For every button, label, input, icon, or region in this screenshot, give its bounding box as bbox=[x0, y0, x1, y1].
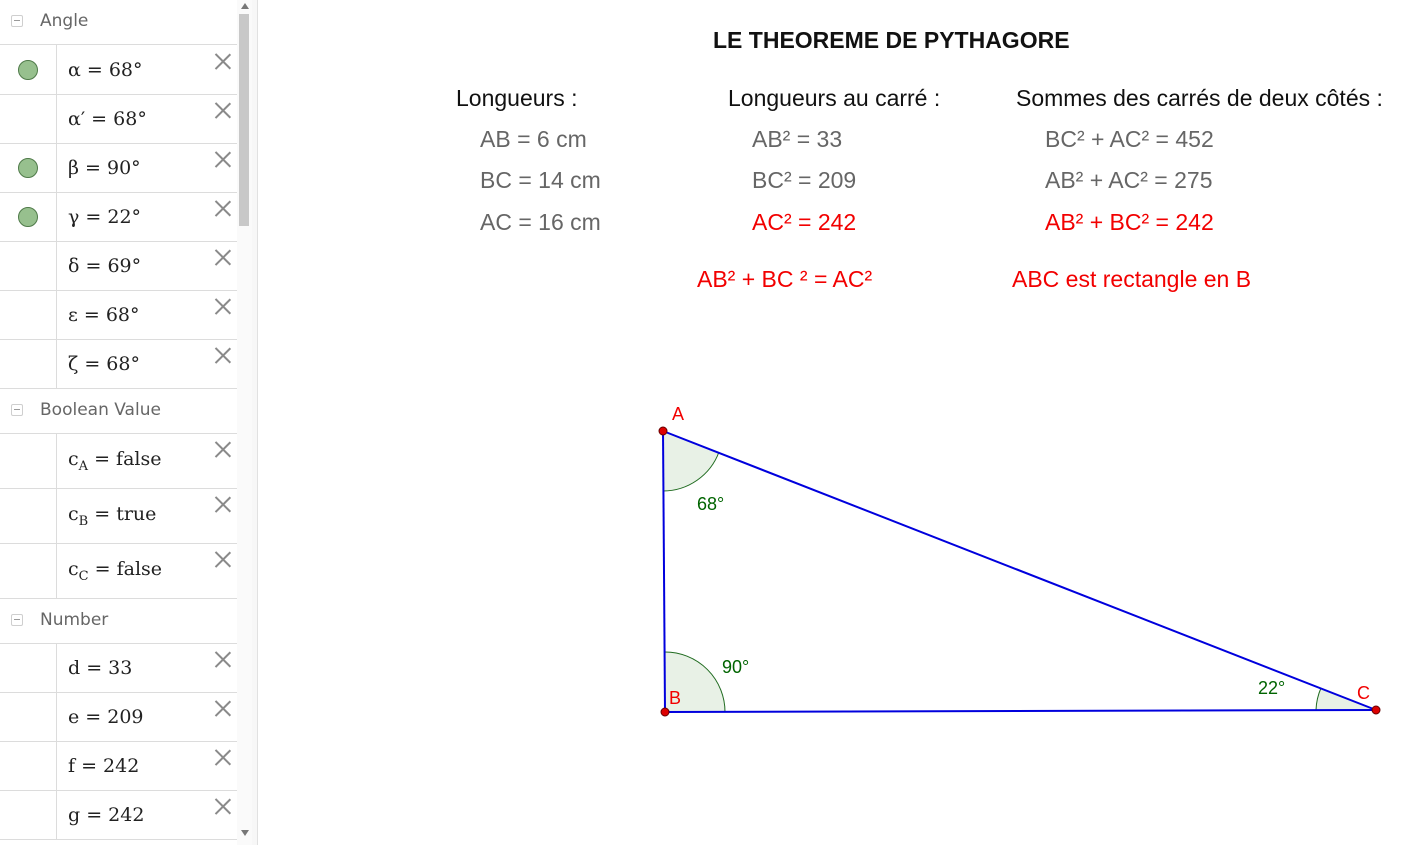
row-definition[interactable]: ε = 68° bbox=[68, 304, 140, 326]
algebra-row[interactable] bbox=[0, 790, 237, 840]
algebra-row[interactable] bbox=[0, 433, 237, 489]
row-definition[interactable]: α′ = 68° bbox=[68, 108, 147, 130]
close-icon[interactable] bbox=[214, 101, 232, 119]
sum-ab-bc: AB² + BC² = 242 bbox=[1045, 209, 1214, 235]
scrollbar[interactable] bbox=[237, 0, 252, 845]
point-c-label: C bbox=[1357, 683, 1370, 703]
algebra-row[interactable] bbox=[0, 143, 237, 193]
row-definition[interactable]: ζ = 68° bbox=[68, 353, 140, 375]
angle-b-value: 90° bbox=[722, 657, 750, 677]
close-icon[interactable] bbox=[214, 495, 232, 513]
marble-cell[interactable] bbox=[0, 643, 57, 692]
algebra-row[interactable] bbox=[0, 488, 237, 544]
close-icon[interactable] bbox=[214, 699, 232, 717]
row-definition[interactable]: d = 33 bbox=[68, 657, 133, 679]
visibility-marble-icon[interactable] bbox=[18, 207, 38, 227]
algebra-view[interactable] bbox=[0, 0, 253, 845]
marble-cell[interactable] bbox=[0, 790, 57, 839]
algebra-row[interactable] bbox=[0, 192, 237, 242]
point-b-label: B bbox=[669, 688, 682, 708]
close-icon[interactable] bbox=[214, 52, 232, 70]
row-definition[interactable]: e = 209 bbox=[68, 706, 144, 728]
close-icon[interactable] bbox=[214, 440, 232, 458]
close-icon[interactable] bbox=[214, 650, 232, 668]
sum-bc-ac: BC² + AC² = 452 bbox=[1045, 126, 1214, 152]
length-bc: BC = 14 cm bbox=[480, 167, 601, 193]
row-value: = false bbox=[88, 448, 162, 470]
marble-cell[interactable] bbox=[0, 543, 57, 598]
row-subscript: A bbox=[78, 459, 89, 474]
row-definition[interactable]: δ = 69° bbox=[68, 255, 142, 277]
marble-cell[interactable] bbox=[0, 488, 57, 543]
length-ac: AC = 16 cm bbox=[480, 209, 601, 235]
row-definition[interactable] bbox=[68, 558, 162, 584]
marble-cell[interactable] bbox=[0, 290, 57, 339]
page-title: LE THEOREME DE PYTHAGORE bbox=[713, 27, 1070, 53]
row-subscript: B bbox=[78, 514, 89, 529]
algebra-row[interactable] bbox=[0, 643, 237, 693]
row-base: c bbox=[68, 503, 79, 525]
marble-cell[interactable] bbox=[0, 692, 57, 741]
row-definition[interactable]: α = 68° bbox=[68, 59, 143, 81]
algebra-row[interactable] bbox=[0, 692, 237, 742]
collapse-icon[interactable] bbox=[11, 15, 23, 27]
algebra-row[interactable] bbox=[0, 94, 237, 144]
angle-a-sector[interactable] bbox=[663, 431, 719, 491]
group-header[interactable] bbox=[0, 0, 237, 45]
group-title: Boolean Value bbox=[40, 400, 161, 420]
square-ab: AB² = 33 bbox=[752, 126, 843, 152]
marble-cell[interactable] bbox=[0, 339, 57, 388]
scrollbar-thumb[interactable] bbox=[239, 14, 249, 226]
view-splitter[interactable] bbox=[252, 0, 258, 845]
square-bc: BC² = 209 bbox=[752, 167, 857, 193]
collapse-icon[interactable] bbox=[11, 614, 23, 626]
angle-c-value: 22° bbox=[1258, 678, 1286, 698]
row-value: = true bbox=[88, 503, 157, 525]
close-icon[interactable] bbox=[214, 150, 232, 168]
point-a[interactable] bbox=[659, 427, 667, 435]
row-base: c bbox=[68, 448, 79, 470]
point-c[interactable] bbox=[1372, 706, 1380, 714]
length-ab: AB = 6 cm bbox=[480, 126, 587, 152]
algebra-row[interactable] bbox=[0, 241, 237, 291]
point-b[interactable] bbox=[661, 708, 669, 716]
row-definition[interactable]: g = 242 bbox=[68, 804, 145, 826]
algebra-row[interactable] bbox=[0, 290, 237, 340]
group-title: Number bbox=[40, 610, 109, 630]
group-title: Angle bbox=[40, 11, 89, 31]
marble-cell[interactable] bbox=[0, 241, 57, 290]
close-icon[interactable] bbox=[214, 550, 232, 568]
row-subscript: C bbox=[78, 569, 89, 584]
marble-cell[interactable] bbox=[0, 433, 57, 488]
close-icon[interactable] bbox=[214, 748, 232, 766]
algebra-row[interactable] bbox=[0, 339, 237, 389]
squares-header: Longueurs au carré : bbox=[728, 85, 941, 111]
scroll-up-icon[interactable] bbox=[241, 3, 249, 9]
marble-cell[interactable] bbox=[0, 45, 57, 94]
close-icon[interactable] bbox=[214, 346, 232, 364]
graphics-view[interactable] bbox=[259, 0, 1413, 845]
close-icon[interactable] bbox=[214, 248, 232, 266]
row-definition[interactable]: f = 242 bbox=[68, 755, 140, 777]
triangle-construction[interactable] bbox=[259, 0, 1413, 845]
row-base: c bbox=[68, 558, 79, 580]
visibility-marble-icon[interactable] bbox=[18, 60, 38, 80]
close-icon[interactable] bbox=[214, 797, 232, 815]
group-header[interactable] bbox=[0, 389, 237, 434]
sums-header: Sommes des carrés de deux côtés : bbox=[1016, 85, 1383, 111]
segment-ac[interactable] bbox=[663, 431, 1376, 710]
collapse-icon[interactable] bbox=[11, 404, 23, 416]
pythagore-equation: AB² + BC ² = AC² bbox=[697, 266, 873, 292]
marble-cell[interactable] bbox=[0, 741, 57, 790]
angle-a-value: 68° bbox=[697, 494, 725, 514]
algebra-row[interactable] bbox=[0, 543, 237, 599]
marble-cell[interactable] bbox=[0, 94, 57, 143]
row-definition[interactable]: γ = 22° bbox=[68, 206, 142, 228]
scroll-down-icon[interactable] bbox=[241, 830, 249, 836]
square-ac: AC² = 242 bbox=[752, 209, 857, 235]
algebra-row[interactable] bbox=[0, 45, 237, 95]
point-a-label: A bbox=[672, 404, 685, 424]
row-definition[interactable] bbox=[68, 503, 156, 529]
row-value: = false bbox=[88, 558, 163, 580]
row-definition[interactable]: β = 90° bbox=[68, 157, 141, 179]
row-definition[interactable] bbox=[68, 448, 161, 474]
sum-ab-ac: AB² + AC² = 275 bbox=[1045, 167, 1213, 193]
conclusion-text: ABC est rectangle en B bbox=[1012, 266, 1252, 292]
close-icon[interactable] bbox=[214, 297, 232, 315]
marble-cell[interactable] bbox=[0, 143, 57, 192]
segment-bc[interactable] bbox=[665, 710, 1376, 712]
close-icon[interactable] bbox=[214, 199, 232, 217]
algebra-row[interactable] bbox=[0, 741, 237, 791]
marble-cell[interactable] bbox=[0, 192, 57, 241]
lengths-header: Longueurs : bbox=[456, 85, 578, 111]
group-header[interactable] bbox=[0, 599, 237, 644]
visibility-marble-icon[interactable] bbox=[18, 158, 38, 178]
